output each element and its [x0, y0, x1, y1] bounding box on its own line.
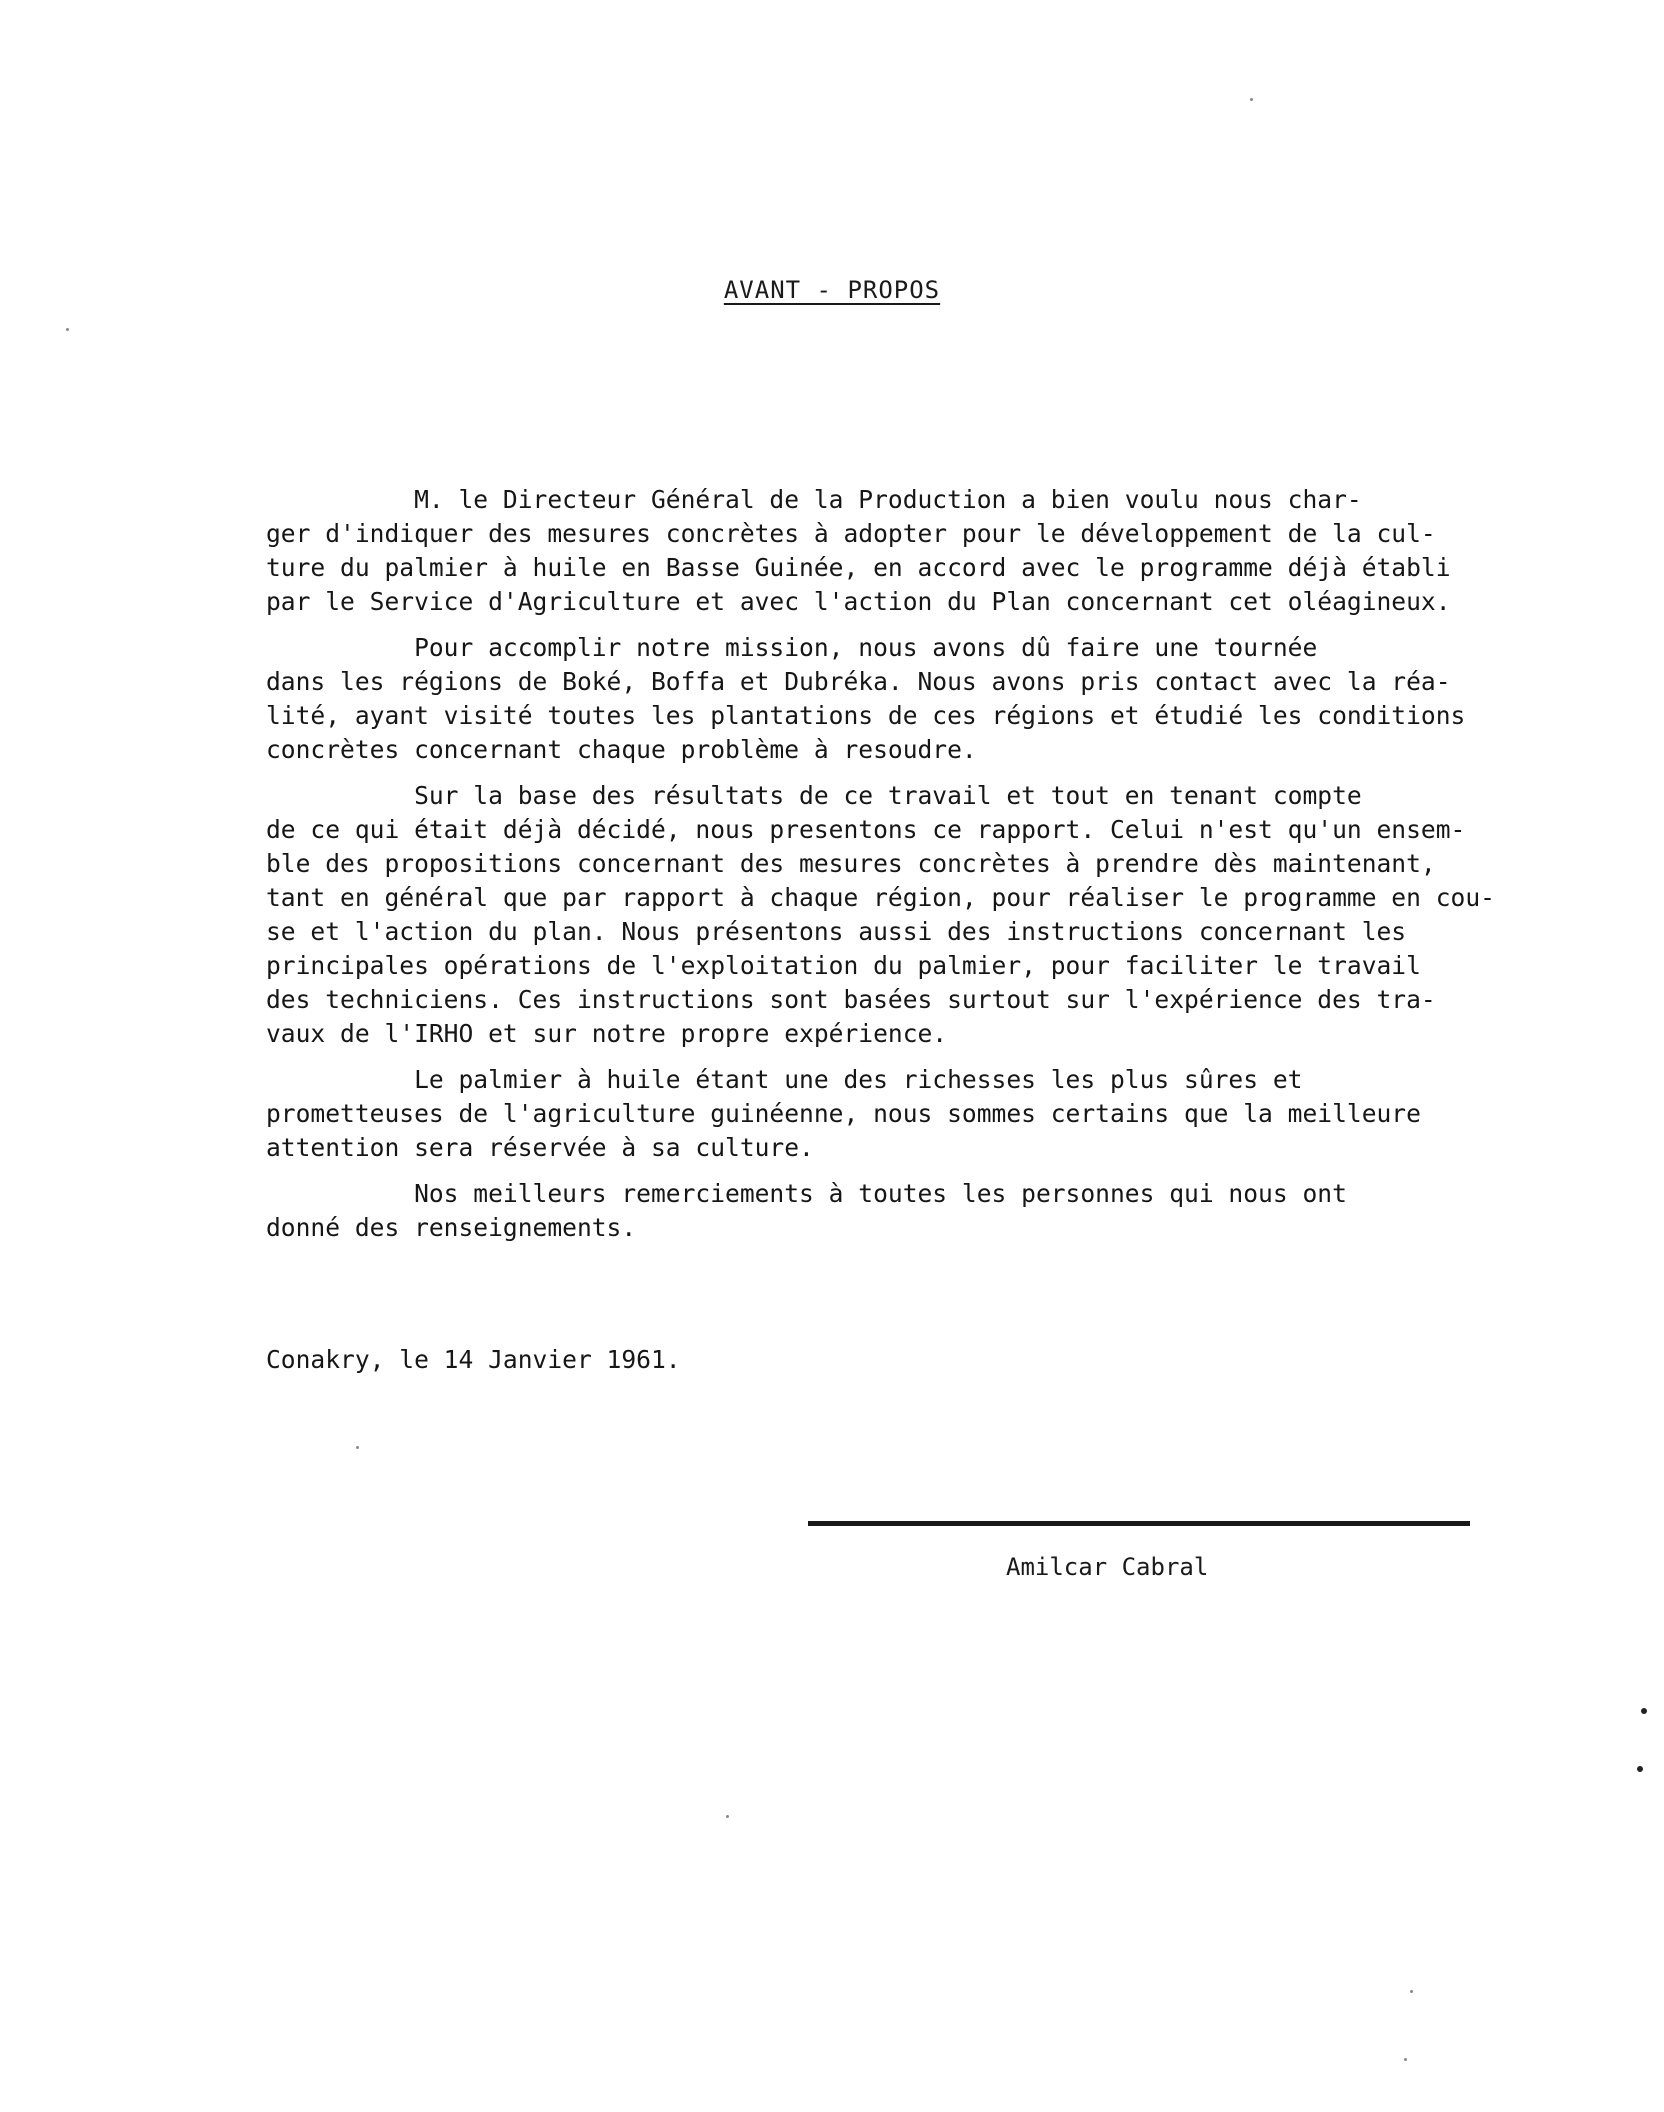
- paragraph-4-line-3: attention sera réservée à sa culture.: [266, 1133, 814, 1162]
- paragraph-3-line-6: principales opérations de l'exploitation du palmier, pour faciliter le travail: [266, 951, 1421, 980]
- paragraph-2-line-3: lité, ayant visité toutes les plantations de ces régions et étudié les conditions: [266, 701, 1466, 730]
- scan-speck: [726, 1815, 729, 1818]
- paragraph-3-line-1: Sur la base des résultats de ce travail et tout en tenant compte: [266, 781, 1362, 810]
- paragraph-3-line-4: tant en général que par rapport à chaque région, pour réaliser le programme en cou-: [266, 883, 1495, 912]
- paragraph-3-line-5: se et l'action du plan. Nous présentons aussi des instructions concernant les: [266, 917, 1407, 946]
- paragraph-1-line-3: ture du palmier à huile en Basse Guinée, en accord avec le programme déjà établi: [266, 553, 1451, 582]
- scan-speck: [1250, 98, 1253, 101]
- paragraph-2-line-4: concrètes concernant chaque problème à resoudre.: [266, 735, 977, 764]
- paragraph-5-line-2: donné des renseignements.: [266, 1213, 637, 1242]
- paragraph-5-line-1: Nos meilleurs remerciements à toutes les personnes qui nous ont: [266, 1179, 1347, 1208]
- paragraph-4-line-2: prometteuses de l'agriculture guinéenne, nous sommes certains que la meilleure: [266, 1099, 1421, 1128]
- scan-speck: [356, 1446, 359, 1449]
- paragraph-2-line-2: dans les régions de Boké, Boffa et Dubréka. Nous avons pris contact avec la réa-: [266, 667, 1451, 696]
- scan-speck: [1637, 1766, 1643, 1772]
- scan-speck: [1641, 1708, 1647, 1714]
- paragraph-1-line-1: M. le Directeur Général de la Production a bien voulu nous char-: [266, 485, 1362, 514]
- paragraph-3-line-3: ble des propositions concernant des mesures concrètes à prendre dès maintenant,: [266, 849, 1436, 878]
- paragraph-2-line-1: Pour accomplir notre mission, nous avons dû faire une tournée: [266, 633, 1318, 662]
- signature-rule: [808, 1521, 1470, 1526]
- signature-name: Amilcar Cabral: [1006, 1553, 1209, 1581]
- scan-speck: [1410, 1990, 1413, 1993]
- place-date-line: Conakry, le 14 Janvier 1961.: [266, 1345, 681, 1374]
- document-title: AVANT - PROPOS: [723, 276, 941, 304]
- scan-speck: [66, 328, 69, 331]
- paragraph-4-line-1: Le palmier à huile étant une des richesses les plus sûres et: [266, 1065, 1303, 1094]
- paragraph-3-line-8: vaux de l'IRHO et sur notre propre expérience.: [266, 1019, 948, 1048]
- scan-speck: [1404, 2058, 1407, 2061]
- paragraph-3-line-2: de ce qui était déjà décidé, nous presentons ce rapport. Celui n'est qu'un ensem-: [266, 815, 1466, 844]
- paragraph-3-line-7: des techniciens. Ces instructions sont basées surtout sur l'expérience des tra-: [266, 985, 1436, 1014]
- paragraph-1-line-4: par le Service d'Agriculture et avec l'action du Plan concernant cet oléagineux.: [266, 587, 1451, 616]
- paragraph-1-line-2: ger d'indiquer des mesures concrètes à adopter pour le développement de la cul-: [266, 519, 1436, 548]
